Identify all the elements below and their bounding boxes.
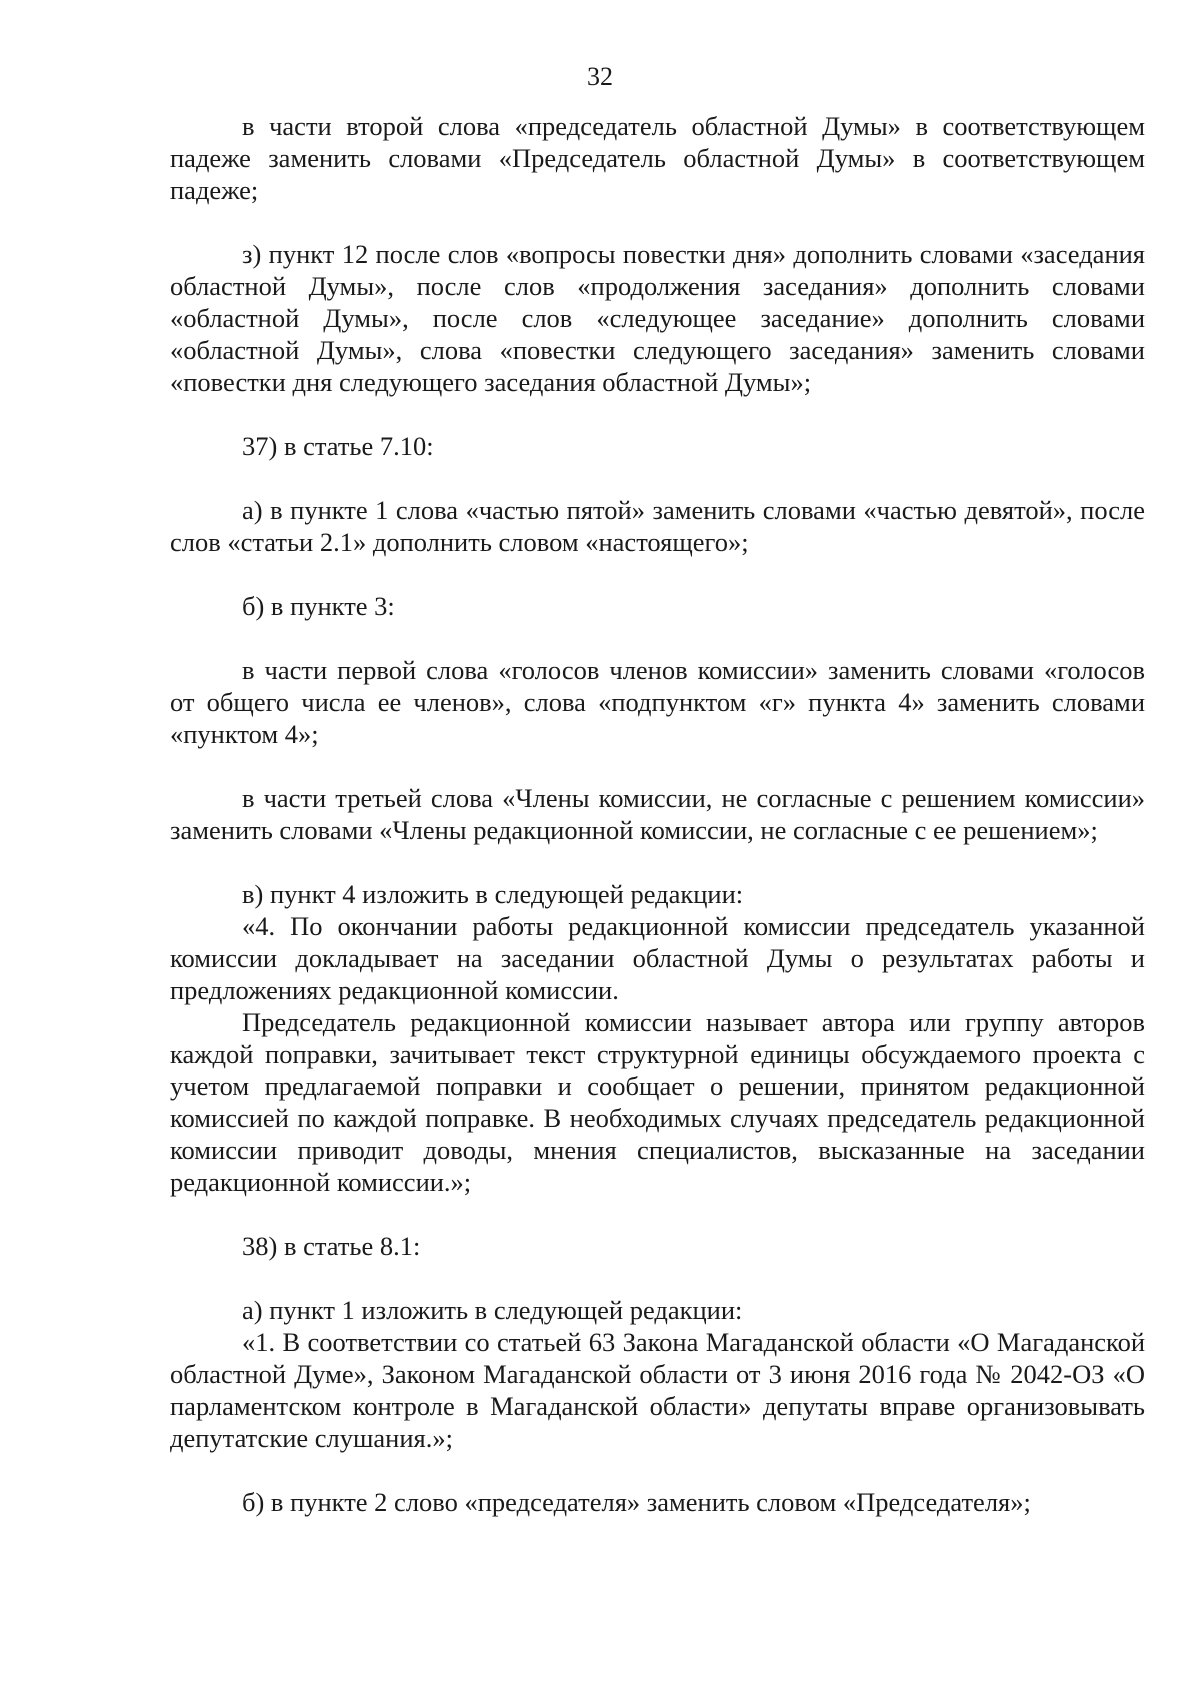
paragraph-item-b-point-2: б) в пункте 2 слово «председателя» заменить словом «Председателя»; xyxy=(242,1487,1031,1517)
paragraph-item-v-point-4: в) пункт 4 изложить в следующей редакции: xyxy=(242,879,744,909)
paragraph-item-z-point-12: з) пункт 12 после слов «вопросы повестки дня» дополнить словами «заседания областной Думы», после слов «продолжения заседания» дополнить словами «областной Думы», после слов «следующее заседание» дополнить словами «областной Думы», слова «повестки следующего заседания» заменить словами «повестки дня следующего заседания областной Думы»; xyxy=(170,239,1145,397)
paragraph-chairman-editorial: Председатель редакционной комиссии называет автора или группу авторов каждой поправки, зачитывает текст структурной единицы обсуждаемого проекта с учетом предлагаемой поправки и сообщает о решении, принятом редакционной комиссией по каждой поправке. В необходимых случаях председатель редакционной комиссии приводит доводы, мнения специалистов, высказанные на заседании редакционной комиссии.»; xyxy=(170,1007,1145,1197)
paragraph-part-one-votes: в части первой слова «голосов членов комиссии» заменить словами «голосов от общего числа ее членов», слова «подпунктом «г» пункта 4» заменить словами «пунктом 4»; xyxy=(170,655,1145,749)
paragraph-item-a-point-1: а) в пункте 1 слова «частью пятой» заменить словами «частью девятой», после слов «статьи 2.1» дополнить словом «настоящего»; xyxy=(170,495,1145,557)
paragraph-quote-point-4: «4. По окончании работы редакционной комиссии председатель указанной комиссии докладывает на заседании областной Думы о результатах работы и предложениях редакционной комиссии. xyxy=(170,911,1145,1005)
paragraph-part-two-chairman: в части второй слова «председатель областной Думы» в соответствующем падеже заменить словами «Председатель областной Думы» в соответствующем падеже; xyxy=(170,111,1145,205)
paragraph-item-b-point-3: б) в пункте 3: xyxy=(242,591,395,621)
paragraph-item-38-heading: 38) в статье 8.1: xyxy=(242,1231,421,1261)
paragraph-part-three-members: в части третьей слова «Члены комиссии, не согласные с решением комиссии» заменить словами «Члены редакционной комиссии, не согласные с ее решением»; xyxy=(170,783,1145,845)
page-number: 32 xyxy=(587,62,613,91)
document-body xyxy=(170,110,1145,1518)
paragraph-item-37-heading: 37) в статье 7.10: xyxy=(242,431,434,461)
paragraph-quote-point-1: «1. В соответствии со статьей 63 Закона Магаданской области «О Магаданской областной Думе», Законом Магаданской области от 3 июня 2016 года № 2042-ОЗ «О парламентском контроле в Магаданской области» депутаты вправе организовывать депутатские слушания.»; xyxy=(170,1327,1145,1453)
paragraph-item-a-point-1-new: а) пункт 1 изложить в следующей редакции: xyxy=(242,1295,743,1325)
